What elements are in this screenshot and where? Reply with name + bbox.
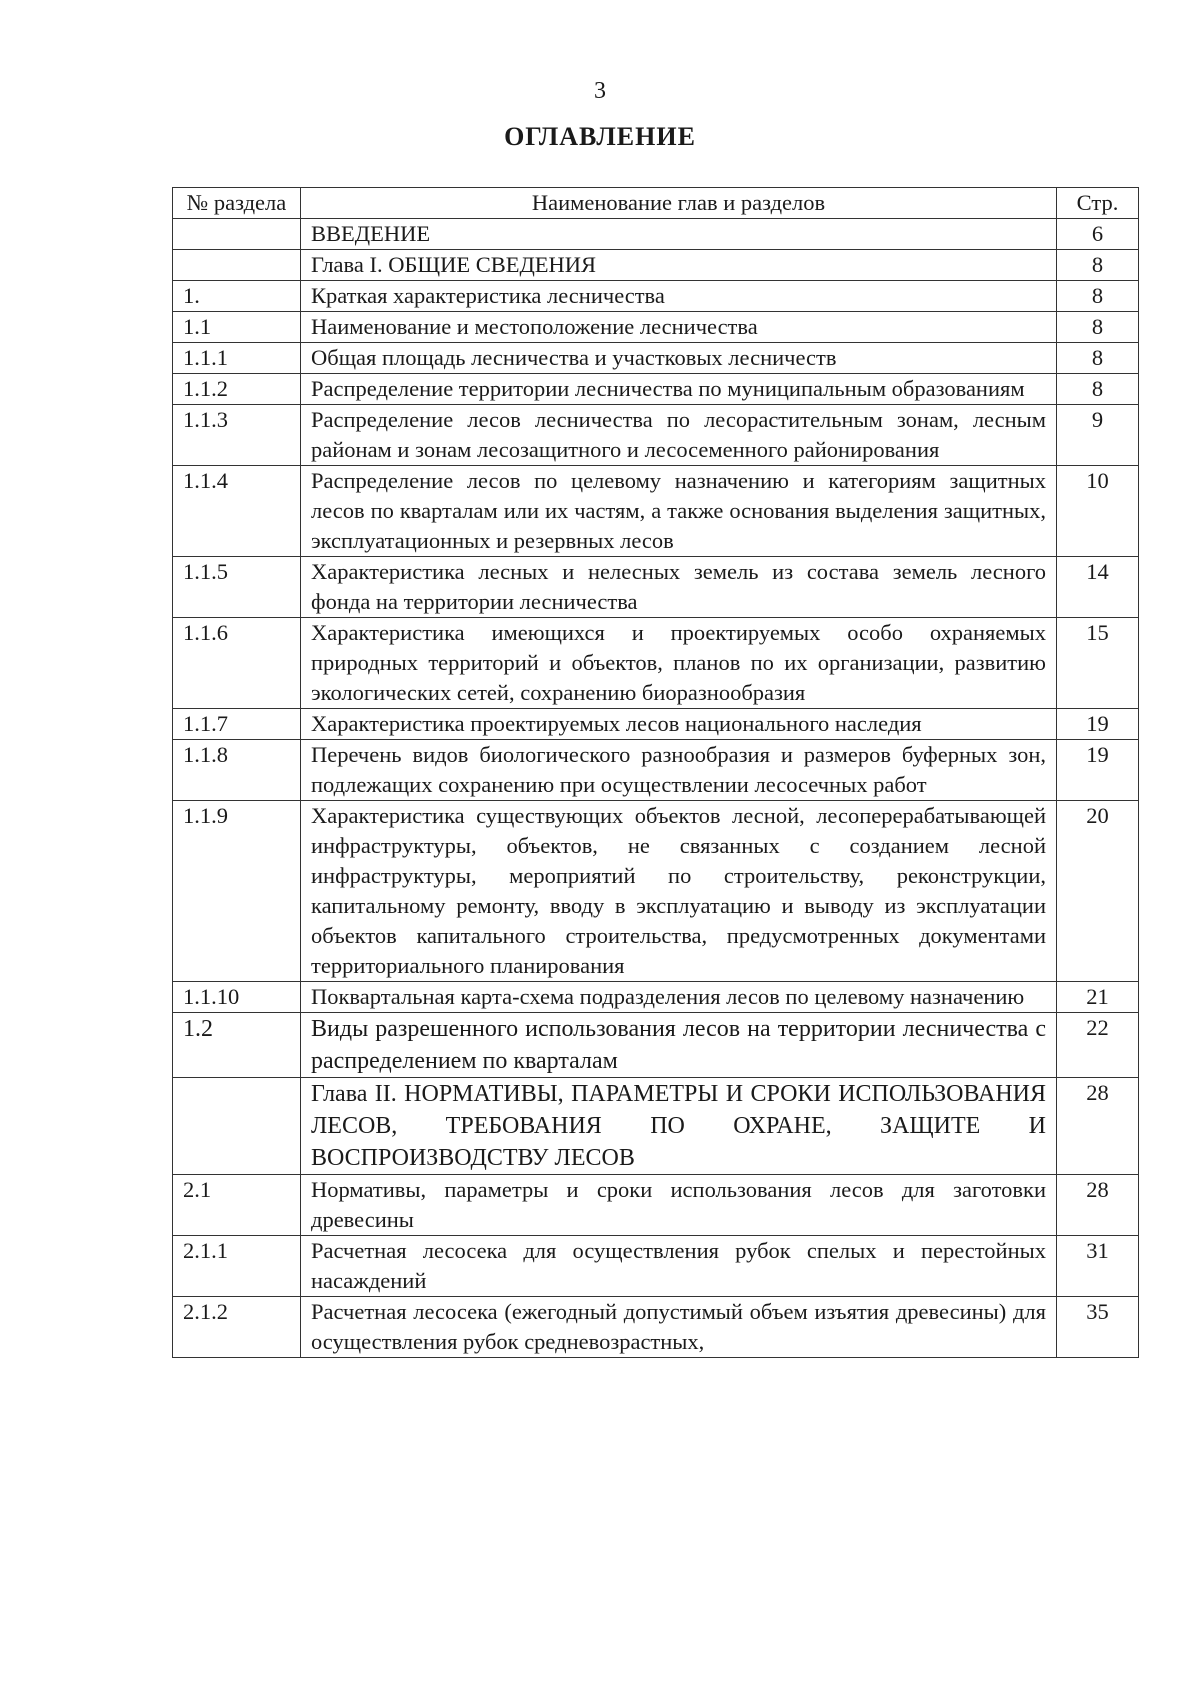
toc-section-number: 1.1.4 — [173, 466, 301, 557]
toc-section-number: 1.1 — [173, 312, 301, 343]
page-title: ОГЛАВЛЕНИЕ — [504, 122, 696, 151]
toc-row — [173, 709, 1139, 740]
toc-page-number: 20 — [1057, 801, 1139, 982]
toc-page-number: 10 — [1057, 466, 1139, 557]
toc-row — [173, 1175, 1139, 1236]
toc-page-number: 31 — [1057, 1236, 1139, 1297]
toc-section-name: Глава I. ОБЩИЕ СВЕДЕНИЯ — [301, 250, 1057, 281]
toc-section-name: Общая площадь лесничества и участковых лесничеств — [301, 343, 1057, 374]
toc-section-name: ВВЕДЕНИЕ — [301, 219, 1057, 250]
toc-page-number: 8 — [1057, 343, 1139, 374]
header-section-number: № раздела — [173, 188, 301, 219]
toc-section-name: Характеристика существующих объектов лесной, лесоперерабатывающей инфраструктуры, объектов, не связанных с созданием лесной инфраструктуры, мероприятий по строительству, реконструкции, капитальному ремонту, вводу в эксплуатацию и выводу из эксплуатации объектов капитального строительства, предусмотренных документами территориального планирования — [301, 801, 1057, 982]
toc-section-name: Нормативы, параметры и сроки использования лесов для заготовки древесины — [301, 1175, 1057, 1236]
toc-section-number: 1.1.8 — [173, 740, 301, 801]
toc-section-name: Краткая характеристика лесничества — [301, 281, 1057, 312]
toc-section-number — [173, 1078, 301, 1175]
toc-section-name: Распределение лесов по целевому назначению и категориям защитных лесов по кварталам или их частям, а также основания выделения защитных, эксплуатационных и резервных лесов — [301, 466, 1057, 557]
toc-row — [173, 466, 1139, 557]
toc-page-number: 21 — [1057, 982, 1139, 1013]
toc-page-number: 35 — [1057, 1297, 1139, 1358]
toc-section-number: 1.1.3 — [173, 405, 301, 466]
toc-row — [173, 801, 1139, 982]
toc-row — [173, 343, 1139, 374]
toc-section-name: Виды разрешенного использования лесов на территории лесничества с распределением по кварталам — [301, 1013, 1057, 1078]
toc-section-number: 1.1.10 — [173, 982, 301, 1013]
toc-row — [173, 281, 1139, 312]
toc-page-number: 8 — [1057, 250, 1139, 281]
toc-section-number: 2.1.1 — [173, 1236, 301, 1297]
toc-row — [173, 250, 1139, 281]
toc-section-name: Расчетная лесосека (ежегодный допустимый объем изъятия древесины) для осуществления рубок средневозрастных, — [301, 1297, 1057, 1358]
toc-row — [173, 1236, 1139, 1297]
toc-row — [173, 1297, 1139, 1358]
toc-page-number: 28 — [1057, 1175, 1139, 1236]
toc-row — [173, 1013, 1139, 1078]
toc-row — [173, 557, 1139, 618]
toc-page-number: 8 — [1057, 374, 1139, 405]
toc-row — [173, 374, 1139, 405]
toc-page-number: 9 — [1057, 405, 1139, 466]
page-number: 3 — [594, 78, 606, 104]
toc-page-number: 8 — [1057, 281, 1139, 312]
toc-page-number: 14 — [1057, 557, 1139, 618]
toc-section-number: 1.1.9 — [173, 801, 301, 982]
toc-section-name: Глава II. НОРМАТИВЫ, ПАРАМЕТРЫ И СРОКИ ИСПОЛЬЗОВАНИЯ ЛЕСОВ, ТРЕБОВАНИЯ ПО ОХРАНЕ, ЗАЩИТЕ И ВОСПРОИЗВОДСТВУ ЛЕСОВ — [301, 1078, 1057, 1175]
toc-section-number: 1.1.2 — [173, 374, 301, 405]
toc-table — [172, 187, 1139, 1358]
toc-page-number: 19 — [1057, 709, 1139, 740]
toc-row — [173, 1078, 1139, 1175]
toc-section-name: Характеристика лесных и нелесных земель из состава земель лесного фонда на территории лесничества — [301, 557, 1057, 618]
toc-row — [173, 740, 1139, 801]
toc-section-name: Поквартальная карта-схема подразделения лесов по целевому назначению — [301, 982, 1057, 1013]
toc-section-number: 2.1 — [173, 1175, 301, 1236]
toc-body — [173, 219, 1139, 1358]
toc-page-number: 28 — [1057, 1078, 1139, 1175]
toc-section-name: Распределение территории лесничества по муниципальным образованиям — [301, 374, 1057, 405]
toc-section-name: Наименование и местоположение лесничества — [301, 312, 1057, 343]
toc-page-number: 15 — [1057, 618, 1139, 709]
toc-section-name: Характеристика проектируемых лесов национального наследия — [301, 709, 1057, 740]
toc-section-number: 1.2 — [173, 1013, 301, 1078]
toc-row — [173, 982, 1139, 1013]
toc-section-number: 1.1.6 — [173, 618, 301, 709]
toc-row — [173, 405, 1139, 466]
toc-page-number: 22 — [1057, 1013, 1139, 1078]
toc-section-name: Перечень видов биологического разнообразия и размеров буферных зон, подлежащих сохранению при осуществлении лесосечных работ — [301, 740, 1057, 801]
toc-section-number: 1.1.7 — [173, 709, 301, 740]
toc-section-name: Характеристика имеющихся и проектируемых особо охраняемых природных территорий и объектов, планов по их организации, развитию экологических сетей, сохранению биоразнообразия — [301, 618, 1057, 709]
toc-section-number: 1.1.1 — [173, 343, 301, 374]
toc-section-number: 2.1.2 — [173, 1297, 301, 1358]
toc-section-name: Расчетная лесосека для осуществления рубок спелых и перестойных насаждений — [301, 1236, 1057, 1297]
toc-header-row — [173, 188, 1139, 219]
toc-page-number: 8 — [1057, 312, 1139, 343]
toc-section-number — [173, 219, 301, 250]
toc-row — [173, 219, 1139, 250]
toc-section-number: 1.1.5 — [173, 557, 301, 618]
toc-section-number — [173, 250, 301, 281]
header-section-name: Наименование глав и разделов — [301, 188, 1057, 219]
toc-section-number: 1. — [173, 281, 301, 312]
toc-row — [173, 312, 1139, 343]
toc-section-name: Распределение лесов лесничества по лесорастительным зонам, лесным районам и зонам лесозащитного и лесосеменного районирования — [301, 405, 1057, 466]
header-page: Стр. — [1057, 188, 1139, 219]
toc-page-number: 6 — [1057, 219, 1139, 250]
toc-row — [173, 618, 1139, 709]
toc-page-number: 19 — [1057, 740, 1139, 801]
